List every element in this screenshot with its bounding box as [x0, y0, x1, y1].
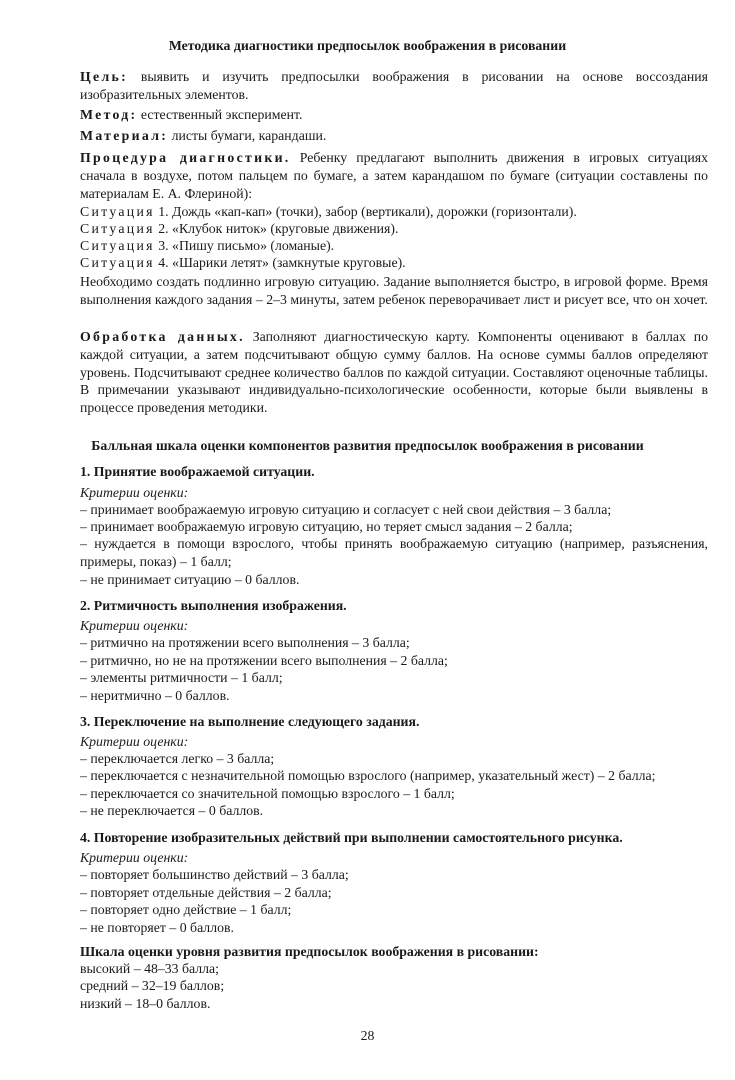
goal-paragraph — [80, 68, 708, 104]
section-3-item: – переключается с незначительной помощью взрослого (например, указательный жест) – 2 балла; — [80, 768, 656, 783]
goal-text: выявить и изучить предпосылки воображения в рисовании на основе воссоздания изобразительных элементов. — [80, 69, 708, 102]
method-label: Метод: — [80, 107, 138, 122]
situation-2: Ситуация 2. «Клубок ниток» (круговые движения). — [80, 221, 399, 236]
section-3-heading: 3. Переключение на выполнение следующего задания. — [80, 714, 420, 729]
material-label: Материал: — [80, 128, 169, 143]
necessary-paragraph: Необходимо создать подлинно игровую ситуацию. Задание выполняется быстро, в игровой форме. Время выполнения каждого задания – 2–3 минуты, затем ребенок переворачивает лист и рисует все, что он хочет. — [80, 274, 708, 307]
section-2-item: – ритмично, но не на протяжении всего выполнения – 2 балла; — [80, 653, 448, 668]
material-paragraph — [80, 127, 326, 145]
method-text: естественный эксперимент. — [137, 107, 303, 122]
level-item: высокий – 48–33 балла; — [80, 961, 220, 976]
section-4-item: – повторяет большинство действий – 3 балла; — [80, 867, 349, 882]
section-2-item: – неритмично – 0 баллов. — [80, 688, 230, 703]
section-1-item: – нуждается в помощи взрослого, чтобы принять воображаемую ситуацию (например, разъяснения, примеры, показ) – 1 балл; — [80, 536, 708, 569]
level-item: средний – 32–19 баллов; — [80, 978, 225, 993]
section-4-item: – не повторяет – 0 баллов. — [80, 920, 234, 935]
levels-heading: Шкала оценки уровня развития предпосылок воображения в рисовании: — [80, 944, 539, 959]
processing-text: Заполняют диагностическую карту. Компоненты оценивают в баллах по каждой ситуации, а затем подсчитывают общую сумму баллов. На основе суммы баллов определяют уровень. Подсчитывают среднее количество баллов по каждой ситуации. Составляют оценочные таблицы. В примечании указывают индивидуально-психологические особенности, которые были выявлены в процессе проведения методики. — [80, 329, 709, 416]
section-4-item: – повторяет одно действие – 1 балл; — [80, 902, 292, 917]
page-title: Методика диагностики предпосылок воображения в рисовании — [168, 38, 567, 53]
material-text: листы бумаги, карандаши. — [168, 128, 327, 143]
section-2-criteria-label: Критерии оценки: — [80, 618, 189, 633]
procedure-text: Ребенку предлагают выполнить движения в игровых ситуациях сначала в воздухе, потом пальцем по бумаге, а затем карандашом по бумаге (ситуации составлены по материалам Е. А. Флериной): — [80, 150, 708, 201]
section-1-criteria-label: Критерии оценки: — [80, 485, 189, 500]
goal-label: Цель: — [80, 69, 128, 84]
situation-4: Ситуация 4. «Шарики летят» (замкнутые круговые). — [80, 255, 406, 270]
section-1-item: – принимает воображаемую игровую ситуацию, но теряет смысл задания – 2 балла; — [80, 519, 573, 534]
section-4-criteria-label: Критерии оценки: — [80, 850, 189, 865]
method-paragraph — [80, 106, 302, 124]
level-item: низкий – 18–0 баллов. — [80, 996, 211, 1011]
processing-label: Обработка данных. — [80, 329, 245, 344]
procedure-label: Процедура диагностики. — [80, 150, 291, 165]
section-3-item: – переключается легко – 3 балла; — [80, 751, 275, 766]
procedure-paragraph — [80, 149, 708, 202]
section-1-item: – принимает воображаемую игровую ситуацию и согласует с ней свои действия – 3 балла; — [80, 502, 612, 517]
processing-paragraph — [80, 328, 708, 417]
section-2-heading: 2. Ритмичность выполнения изображения. — [80, 598, 347, 613]
section-4-heading: 4. Повторение изобразительных действий при выполнении самостоятельного рисунка. — [80, 830, 623, 845]
situation-1: Ситуация 1. Дождь «кап-кап» (точки), забор (вертикали), дорожки (горизонтали). — [80, 204, 577, 219]
section-1-heading: 1. Принятие воображаемой ситуации. — [80, 464, 315, 479]
section-2-item: – ритмично на протяжении всего выполнения – 3 балла; — [80, 635, 410, 650]
section-4-item: – повторяет отдельные действия – 2 балла; — [80, 885, 332, 900]
section-3-item: – переключается со значительной помощью взрослого – 1 балл; — [80, 786, 455, 801]
section-3-criteria-label: Критерии оценки: — [80, 734, 189, 749]
section-1-item: – не принимает ситуацию – 0 баллов. — [80, 572, 300, 587]
section-3-item: – не переключается – 0 баллов. — [80, 803, 264, 818]
situation-3: Ситуация 3. «Пишу письмо» (ломаные). — [80, 238, 335, 253]
scale-title: Балльная шкала оценки компонентов развития предпосылок воображения в рисовании — [91, 438, 644, 453]
section-2-item: – элементы ритмичности – 1 балл; — [80, 670, 283, 685]
page-number: 28 — [360, 1028, 375, 1043]
